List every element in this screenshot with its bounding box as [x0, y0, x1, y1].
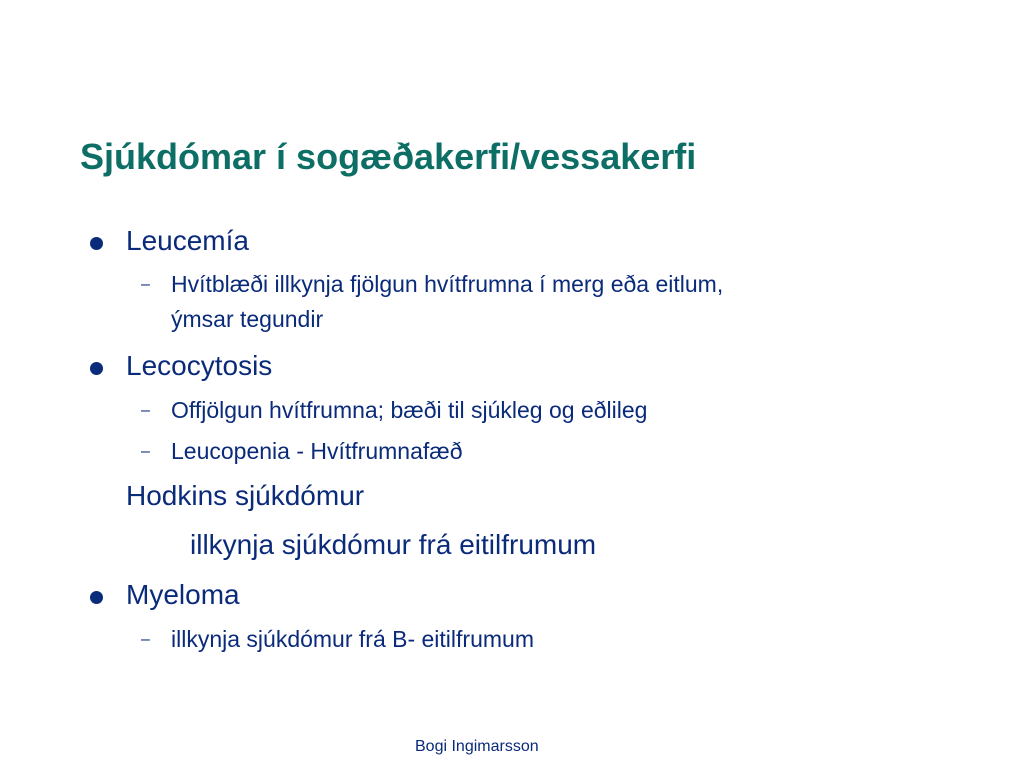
bullet-item-myeloma: Myeloma — [126, 579, 240, 610]
item-hodkins: Hodkins sjúkdómur — [126, 480, 365, 511]
slide-title: Sjúkdómar í sogæðakerfi/vessakerfi — [80, 136, 697, 177]
bullet-icon — [90, 362, 103, 375]
dash-icon: – — [141, 443, 150, 460]
bullet-icon — [90, 237, 103, 250]
dash-icon: – — [141, 402, 150, 419]
sub-item-myeloma-1: illkynja sjúkdómur frá B- eitilfrumum — [171, 626, 534, 652]
dash-icon: – — [141, 276, 150, 293]
dash-icon: – — [141, 631, 150, 648]
sub-item-lecocytosis-1: Offjölgun hvítfrumna; bæði til sjúkleg og eðlileg — [171, 397, 648, 423]
sub-item-lecocytosis-2: Leucopenia - Hvítfrumnafæð — [171, 438, 463, 464]
bullet-icon — [90, 591, 103, 604]
slide-footer: Bogi Ingimarsson — [415, 738, 539, 755]
bullet-item-lecocytosis: Lecocytosis — [126, 350, 273, 381]
sub-item-leucemia-1: Hvítblæði illkynja fjölgun hvítfrumna í merg eða eitlum, ýmsar tegundir — [171, 271, 724, 332]
item-hodkins-detail: illkynja sjúkdómur frá eitilfrumum — [190, 529, 597, 560]
bullet-item-leucemia: Leucemía — [126, 225, 249, 256]
